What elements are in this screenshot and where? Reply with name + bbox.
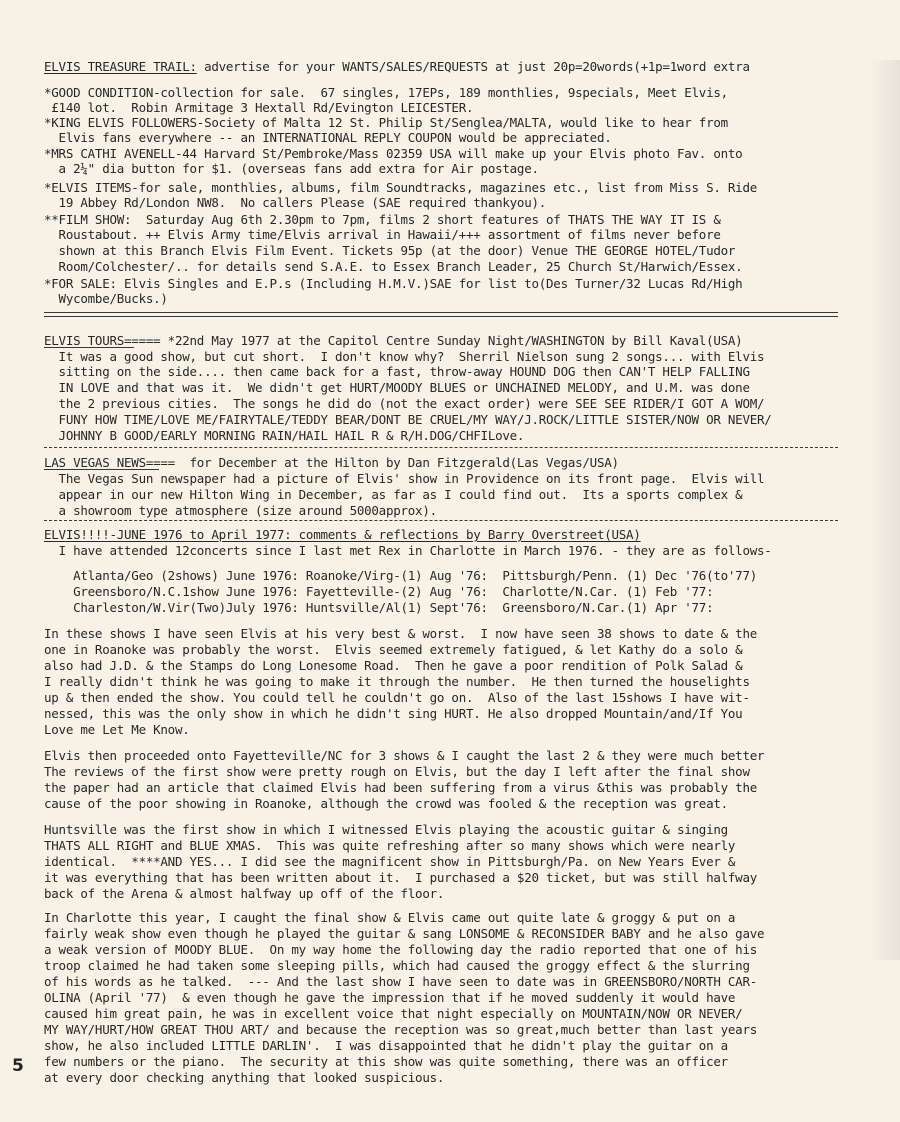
ad-line: **FILM SHOW: Saturday Aug 6th 2.30pm to 7pm, films 2 short features of THATS THE WAY IT IS & [44,212,721,227]
ad-line: shown at this Branch Elvis Film Event. Tickets 95p (at the door) Venue THE GEORGE HOTEL/Tudor [44,243,736,258]
ad-line: Roustabout. ++ Elvis Army time/Elvis arrival in Hawaii/+++ assortment of films never before [44,227,721,242]
section-divider [44,520,838,521]
paragraph-line: nessed, this was the only show in which he didn't sing HURT. He also dropped Mountain/and/If You [44,706,743,721]
paragraph-line: fairly weak show even though he played the guitar & sang LONSOME & RECONSIDER BABY and he also gave [44,926,765,941]
paragraph-line: I really didn't think he was going to make it through the number. He then turned the houselights [44,674,750,689]
paragraph-line: Huntsville was the first show in which I witnessed Elvis playing the acoustic guitar & singing [44,822,728,837]
section-divider [44,312,838,317]
paragraph-line: caused him great pain, he was in excellent voice that night especially on MOUNTAIN/NOW OR NEVER/ [44,1006,743,1021]
paragraph-line: THATS ALL RIGHT and BLUE XMAS. This was quite refreshing after so many shows which were nearly [44,838,736,853]
ad-line: Wycombe/Bucks.) [44,291,168,306]
tours-header: ELVIS TOURS===== *22nd May 1977 at the Capitol Centre Sunday Night/WASHINGTON by Bill Kaval(USA) [44,333,743,348]
paragraph-line: show, he also included LITTLE DARLIN'. I was disappointed that he didn't play the guitar on a [44,1038,728,1053]
concerts-header: ELVIS!!!!-JUNE 1976 to April 1977: comments & reflections by Barry Overstreet(USA) [44,527,641,542]
show-list-row: Charleston/W.Vir(Two)July 1976: Huntsville/Al(1) Sept'76: Greensboro/N.Car.(1) Apr '77: [44,600,714,615]
page-number: 5 [12,1056,24,1076]
paragraph-line: a weak version of MOODY BLUE. On my way home the following day the radio reported that one of his [44,942,758,957]
ad-line: *GOOD CONDITION-collection for sale. 67 singles, 17EPs, 189 monthlies, 9specials, Meet Elvis, [44,85,728,100]
paragraph-line: The reviews of the first show were pretty rough on Elvis, but the day I left after the final show [44,764,750,779]
section-divider [44,447,838,448]
ad-line: *ELVIS ITEMS-for sale, monthlies, albums, film Soundtracks, magazines etc., list from Miss S. Ride [44,180,758,195]
vegas-header: LAS VEGAS NEWS==== for December at the Hilton by Dan Fitzgerald(Las Vegas/USA) [44,455,619,470]
paragraph-line: also had J.D. & the Stamps do Long Lonesome Road. Then he gave a poor rendition of Polk Salad & [44,658,743,673]
vegas-line: The Vegas Sun newspaper had a picture of Elvis' show in Providence on its front page. Elvis will [44,471,765,486]
paragraph-line: identical. ****AND YES... I did see the magnificent show in Pittsburgh/Pa. on New Years Ever & [44,854,736,869]
show-list-row: Atlanta/Geo (2shows) June 1976: Roanoke/Virg-(1) Aug '76: Pittsburgh/Penn. (1) Dec '76(to'77) [44,568,758,583]
tours-line: It was a good show, but cut short. I don't know why? Sherril Nielson sung 2 songs... with Elvis [44,349,765,364]
paragraph-line: In these shows I have seen Elvis at his very best & worst. I now have seen 38 shows to date & the [44,626,758,641]
ad-line: Room/Colchester/.. for details send S.A.E. to Essex Branch Leader, 25 Church St/Harwich/Essex. [44,259,743,274]
ad-line: £140 lot. Robin Armitage 3 Hextall Rd/Evington LEICESTER. [44,100,474,115]
tours-line: sitting on the side.... then came back for a fast, throw-away HOUND DOG then CAN'T HELP FALLING [44,364,750,379]
show-through-shadow [870,60,900,960]
vegas-underline [44,469,159,470]
tours-line: JOHNNY B GOOD/EARLY MORNING RAIN/HAIL HAIL R & R/H.DOG/CHFILove. [44,428,525,443]
paragraph-line: cause of the poor showing in Roanoke, although the crowd was fooled & the reception was great. [44,796,728,811]
ad-line: 19 Abbey Rd/London NW8. No callers Please (SAE required thankyou). [44,195,547,210]
vegas-line: appear in our new Hilton Wing in December, as far as I could find out. Its a sports complex & [44,487,743,502]
tours-underline [44,347,134,348]
concerts-intro: I have attended 12concerts since I last met Rex in Charlotte in March 1976. - they are as follows- [44,543,772,558]
paragraph-line: back of the Arena & almost halfway up off of the floor. [44,886,445,901]
paragraph-line: Elvis then proceeded onto Fayetteville/NC for 3 shows & I caught the last 2 & they were much better [44,748,765,763]
paragraph-line: In Charlotte this year, I caught the final show & Elvis came out quite late & groggy & put on a [44,910,736,925]
tours-line: the 2 previous cities. The songs he did do (not the exact order) were SEE SEE RIDER/I GOT A WOM/ [44,396,765,411]
ad-line: *FOR SALE: Elvis Singles and E.P.s (Including H.M.V.)SAE for list to(Des Turner/32 Lucas Rd/High [44,276,743,291]
vegas-line: a showroom type atmosphere (size around 5000approx). [44,503,437,518]
ad-line: a 2¼" dia button for $1. (overseas fans add extra for Air postage. [44,161,539,176]
paragraph-line: of his words as he talked. --- And the last show I have seen to date was in GREENSBORO/NORTH CAR- [44,974,758,989]
ad-line: Elvis fans everywhere -- an INTERNATIONAL REPLY COUPON would be appreciated. [44,130,612,145]
paragraph-line: OLINA (April '77) & even though he gave the impression that if he moved suddenly it would have [44,990,736,1005]
tours-line: FUNY HOW TIME/LOVE ME/FAIRYTALE/TEDDY BEAR/DONT BE CRUEL/MY WAY/J.ROCK/LITTLE SISTER/NOW OR NEVER/ [44,412,772,427]
paragraph-line: up & then ended the show. You could tell he couldn't go on. Also of the last 15shows I have wit- [44,690,750,705]
paragraph-line: Love me Let Me Know. [44,722,190,737]
ad-line: *MRS CATHI AVENELL-44 Harvard St/Pembroke/Mass 02359 USA will make up your Elvis photo Fav. onto [44,146,743,161]
paragraph-line: MY WAY/HURT/HOW GREAT THOU ART/ and because the reception was so great,much better than last years [44,1022,758,1037]
paragraph-line: the paper had an article that claimed Elvis had been suffering from a virus &this was probably the [44,780,758,795]
paragraph-line: few numbers or the piano. The security at this show was quite something, there was an officer [44,1054,728,1069]
tours-line: IN LOVE and that was it. We didn't get HURT/MOODY BLUES or UNCHAINED MELODY, and U.M. was done [44,380,750,395]
treasure-trail-header: ELVIS TREASURE TRAIL: advertise for your WANTS/SALES/REQUESTS at just 20p=20words(+1p=1word extra [44,59,750,74]
paragraph-line: at every door checking anything that looked suspicious. [44,1070,445,1085]
ad-line: *KING ELVIS FOLLOWERS-Society of Malta 12 St. Philip St/Senglea/MALTA, would like to hear from [44,115,728,130]
paragraph-line: one in Roanoke was probably the worst. Elvis seemed extremely fatigued, & let Kathy do a solo & [44,642,743,657]
paragraph-line: troop claimed he had taken some sleeping pills, which had caused the groggy effect & the slurring [44,958,750,973]
paragraph-line: it was everything that has been written about it. I purchased a $20 ticket, but was still halfway [44,870,758,885]
show-list-row: Greensboro/N.C.1show June 1976: Fayetteville-(2) Aug '76: Charlotte/N.Car. (1) Feb '77: [44,584,714,599]
